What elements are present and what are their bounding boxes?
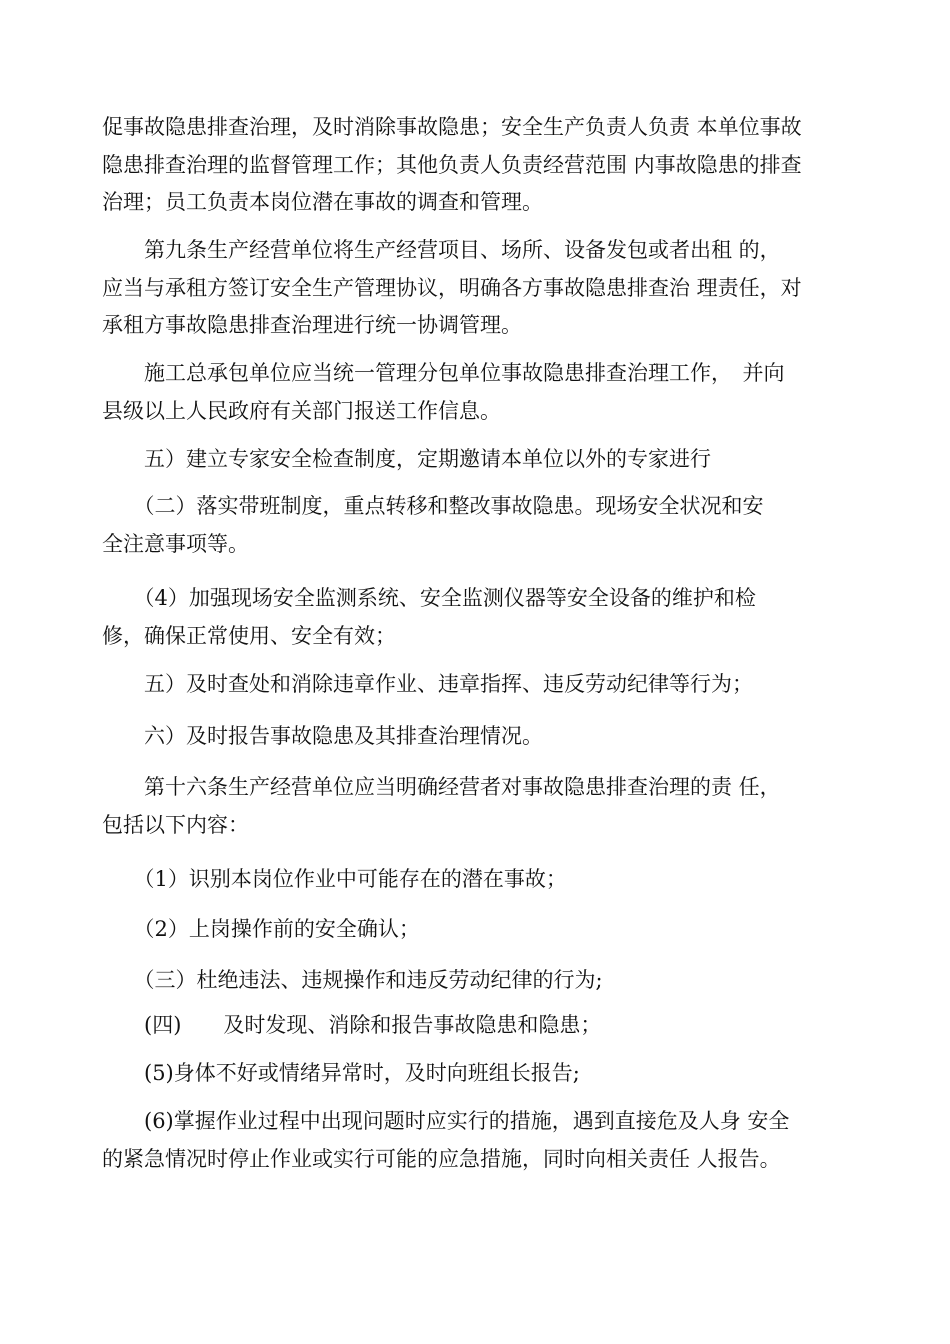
text-line: （1）识别本岗位作业中可能存在的潜在事故； <box>102 867 567 891</box>
text-line: (四) 及时发现、消除和报告事故隐患和隐患； <box>102 1013 602 1037</box>
paragraph-9 <box>102 769 862 844</box>
paragraph-10 <box>102 861 862 899</box>
paragraph-1 <box>102 109 862 222</box>
text-line: 应当与承租方签订安全生产管理协议，明确各方事故隐患排查治 理责任，对 <box>102 275 802 300</box>
text-line: 第九条生产经营单位将生产经营项目、场所、设备发包或者出租 的， <box>102 238 781 262</box>
paragraph-7 <box>102 666 862 704</box>
paragraph-2 <box>102 232 862 345</box>
paragraph-4 <box>102 441 862 479</box>
paragraph-8 <box>102 718 862 756</box>
text-line: 包括以下内容： <box>102 812 249 837</box>
text-line: （三）杜绝违法、违规操作和违反劳动纪律的行为; <box>102 968 603 992</box>
text-line: 全注意事项等。 <box>102 531 249 556</box>
paragraph-3 <box>102 355 862 430</box>
text-line: 六）及时报告事故隐患及其排查治理情况。 <box>102 724 543 748</box>
paragraph-6 <box>102 580 862 655</box>
text-line: 隐患排查治理的监督管理工作；其他负责人负责经营范围 内事故隐患的排查 <box>102 152 802 177</box>
text-line: 五）及时查处和消除违章作业、违章指挥、违反劳动纪律等行为； <box>102 672 753 696</box>
text-line: （二）落实带班制度，重点转移和整改事故隐患。现场安全状况和安 <box>102 494 764 518</box>
paragraph-15 <box>102 1103 862 1178</box>
text-line: 五）建立专家安全检查制度，定期邀请本单位以外的专家进行 <box>102 447 711 471</box>
text-line: 施工总承包单位应当统一管理分包单位事故隐患排查治理工作， 并向 <box>102 361 785 385</box>
text-line: (5)身体不好或情绪异常时，及时向班组长报告; <box>102 1061 580 1085</box>
paragraph-11 <box>102 911 862 949</box>
text-line: 县级以上人民政府有关部门报送工作信息。 <box>102 398 501 423</box>
text-line: 促事故隐患排查治理，及时消除事故隐患；安全生产负责人负责 本单位事故 <box>102 115 802 139</box>
text-line: 治理；员工负责本岗位潜在事故的调查和管理。 <box>102 190 543 214</box>
paragraph-5 <box>102 488 862 563</box>
paragraph-13 <box>102 1007 862 1045</box>
text-line: （2）上岗操作前的安全确认； <box>102 917 420 941</box>
text-line: (6)掌握作业过程中出现问题时应实行的措施，遇到直接危及人身 安全 <box>102 1109 790 1133</box>
text-line: 第十六条生产经营单位应当明确经营者对事故隐患排查治理的责 任， <box>102 775 781 799</box>
text-line: 的紧急情况时停止作业或实行可能的应急措施，同时向相关责任 人报告。 <box>102 1146 781 1171</box>
paragraph-14 <box>102 1055 862 1093</box>
text-line: 修，确保正常使用、安全有效； <box>102 623 396 648</box>
text-line: 承租方事故隐患排查治理进行统一协调管理。 <box>102 313 522 337</box>
text-line: （4）加强现场安全监测系统、安全监测仪器等安全设备的维护和检 <box>102 586 756 610</box>
paragraph-12 <box>102 962 862 1000</box>
